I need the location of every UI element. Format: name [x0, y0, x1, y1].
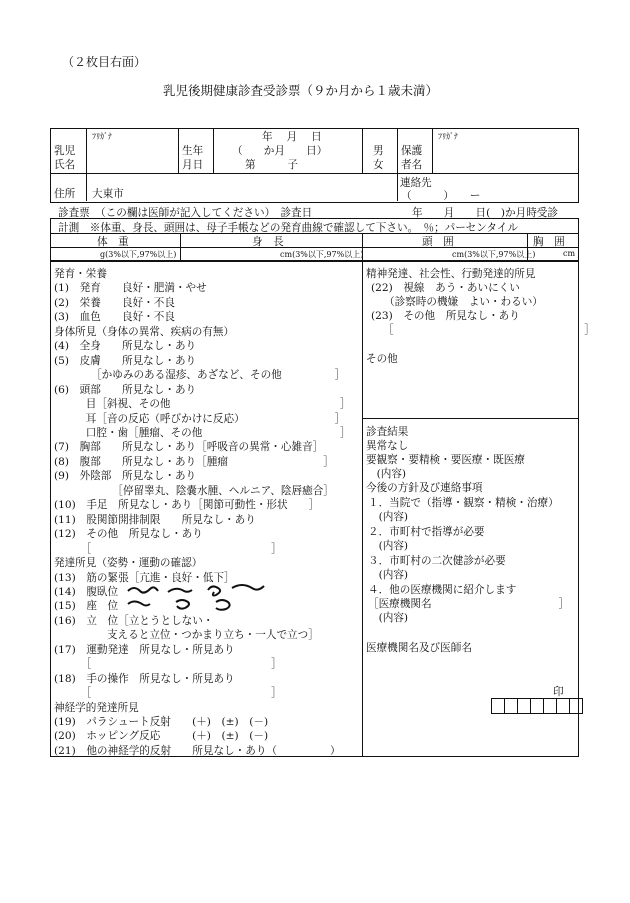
child-furigana-label: ﾌﾘｶﾞﾅ	[92, 132, 112, 141]
contact-label: 連絡先	[400, 177, 432, 189]
finding-line[interactable]: (1) 発育 良好・肥満・やせ	[54, 282, 207, 295]
result-content[interactable]: (内容)	[366, 468, 407, 480]
mental-title: 精神発達、社会性、行動発達的所見	[366, 268, 536, 280]
finding-line[interactable]: (13) 筋の緊張［亢進・良好・低下］	[54, 571, 235, 584]
col-weight: 体 重	[97, 236, 129, 248]
finding-line[interactable]: ［かゆみのある湿疹、あざなど、その他 ］	[54, 369, 346, 382]
birth-order[interactable]: 第 子	[245, 159, 298, 171]
col-height: 身 長	[252, 236, 284, 248]
policy-2[interactable]: ２．市町村で指導が必要	[368, 526, 485, 538]
finding-line[interactable]: (14) 腹臥位	[54, 585, 119, 598]
guardian-name-label: 保護	[401, 145, 423, 157]
finding-line[interactable]: (20) ホッピング反応 (＋) (±) (－)	[54, 730, 269, 743]
other-label: その他	[366, 353, 398, 365]
sit-figure-3	[216, 600, 230, 610]
finding-line[interactable]: (21) 他の神経学的反射 所見なし・あり（ ）	[54, 744, 341, 757]
prone-figure-2	[168, 589, 192, 592]
sex-female[interactable]: 女	[373, 159, 384, 171]
finding-line[interactable]: 発育・栄養	[54, 268, 107, 280]
finding-line[interactable]: 目［斜視、その他 ］	[54, 398, 351, 410]
page-title: 乳児後期健康診査受診票（９か月から１歳未満）	[163, 83, 439, 98]
finding-line[interactable]: 身体所見（身体の異常、疾病の有無）	[54, 325, 235, 338]
finding-line[interactable]: 耳［音の反応（呼びかけに反応） ］	[54, 412, 346, 425]
result-title: 診査結果	[366, 426, 409, 438]
doctor-label: 医療機関名及び医師名	[366, 642, 472, 654]
item-22[interactable]: (22) 視線 あう・あいにくい	[371, 282, 520, 294]
finding-line[interactable]: (8) 腹部 所見なし・あり［腫瘤 ］	[54, 455, 334, 468]
exam-header-label: 診査票 （この欄は医師が記入してください） 診査日	[58, 207, 313, 219]
finding-line[interactable]: (15) 座 位	[54, 600, 119, 613]
finding-line[interactable]: (3) 血色 良好・不良	[54, 311, 175, 324]
policy-1-content[interactable]: (内容)	[368, 511, 409, 523]
policy-4[interactable]: ４．他の医療機関に紹介します	[368, 584, 517, 596]
sex-male[interactable]: 男	[373, 145, 384, 157]
seal-mark: 印	[553, 686, 564, 698]
policy-4-content[interactable]: (内容)	[368, 612, 409, 624]
dob-ymd[interactable]: 年 月 日	[262, 131, 322, 143]
address-value[interactable]: 大東市	[92, 188, 124, 200]
finding-line[interactable]: (7) 胸部 所見なし・あり［呼吸音の異常・心雑音］	[54, 441, 324, 454]
policy-3-content[interactable]: (内容)	[368, 569, 409, 581]
sit-figure-1	[128, 602, 150, 606]
unit-weight[interactable]: g(3%以下,97%以上)	[100, 250, 177, 259]
finding-line[interactable]: (6) 頭部 所見なし・あり	[54, 383, 197, 396]
finding-line[interactable]: (12) その他 所見なし・あり	[54, 528, 203, 541]
finding-line[interactable]: ［ ］	[54, 687, 282, 699]
page-note: （２枚目右面）	[62, 55, 147, 69]
finding-line[interactable]: (2) 栄養 良好・不良	[54, 296, 175, 309]
finding-line[interactable]: (17) 運動発達 所見なし・所見あり	[54, 643, 235, 656]
address-label: 住所	[54, 188, 76, 200]
policy-3[interactable]: ３．市町村の二次健診が必要	[368, 555, 506, 567]
item-22-mood[interactable]: （診察時の機嫌 よい・わるい）	[384, 296, 543, 308]
policy-2-content[interactable]: (内容)	[368, 540, 409, 552]
finding-line[interactable]: 神経学的発達所見	[54, 701, 139, 714]
finding-line[interactable]: (11) 股関節開排制限 所見なし・あり	[54, 513, 256, 526]
dob-label: 生年	[182, 145, 204, 157]
result-followup[interactable]: 要観察・要精検・要医療・既医療	[366, 454, 525, 466]
finding-line[interactable]: (9) 外陰部 所見なし・あり	[54, 470, 197, 483]
child-name-label-2: 氏名	[54, 159, 76, 171]
policy-4-facility[interactable]: ［医療機関名 ］	[368, 598, 570, 610]
finding-line[interactable]: ［ ］	[54, 542, 282, 555]
policy-title: 今後の方針及び連絡事項	[366, 482, 483, 494]
sitting-posture-drawings[interactable]	[124, 596, 274, 614]
unit-height[interactable]: cm(3%以下,97%以上)	[280, 250, 364, 259]
prone-figure-4	[232, 585, 264, 590]
exam-date[interactable]: 年 月 日( )か月時受診	[412, 207, 558, 219]
finding-line[interactable]: (10) 手足 所見なし・あり［関節可動性・形状 ］	[54, 499, 320, 512]
contact-field[interactable]: （ ） ー	[401, 190, 481, 202]
finding-line[interactable]: (18) 手の操作 所見なし・所見あり	[54, 672, 235, 685]
dob-age[interactable]: （ か月 日）	[232, 145, 328, 157]
policy-1[interactable]: １．当院で（指導・観察・精検・治療）	[368, 497, 559, 509]
finding-line[interactable]: ［停留睾丸、陰嚢水腫、ヘルニア、陰唇癒合］	[54, 484, 334, 497]
prone-figure-1	[128, 587, 158, 592]
facility-code-boxes[interactable]	[491, 698, 583, 714]
sit-figure-2	[176, 600, 189, 609]
guardian-name-label-2: 者名	[401, 159, 423, 171]
finding-line[interactable]: ［ ］	[54, 658, 282, 671]
unit-chest[interactable]: cm	[563, 249, 576, 258]
dob-label-2: 月日	[182, 159, 204, 171]
finding-line[interactable]: (19) パラシュート反射 (＋) (±) (－)	[54, 716, 269, 728]
finding-line[interactable]: 口腔・歯［腫瘤、その他 ］	[54, 426, 351, 439]
result-normal[interactable]: 異常なし	[366, 440, 409, 452]
item-23[interactable]: (23) その他 所見なし・あり	[371, 310, 520, 322]
finding-line[interactable]: (16) 立 位［立とうとしない・	[54, 614, 214, 627]
child-name-label: 乳児	[54, 145, 76, 157]
measure-note: 計測 ※体重、身長、頭囲は、母子手帳などの発育曲線で確認して下さい。 ％；パーセンタイル	[58, 222, 518, 234]
finding-line[interactable]: 発達所見（姿勢・運動の確認）	[54, 557, 203, 569]
guardian-furigana-label: ﾌﾘｶﾞﾅ	[438, 132, 458, 141]
finding-line[interactable]: (4) 全身 所見なし・あり	[54, 340, 197, 353]
finding-line[interactable]: 支えると立位・つかまり立ち・一人で立つ］	[54, 629, 319, 642]
col-chest: 胸 囲	[533, 236, 565, 248]
prone-figure-3	[208, 586, 220, 595]
unit-head[interactable]: cm(3%以下,97%以上)	[452, 250, 536, 259]
item-23-detail[interactable]: ［ ］	[383, 324, 595, 336]
col-head: 頭 囲	[422, 236, 454, 248]
finding-line[interactable]: (5) 皮膚 所見なし・あり	[54, 354, 197, 367]
